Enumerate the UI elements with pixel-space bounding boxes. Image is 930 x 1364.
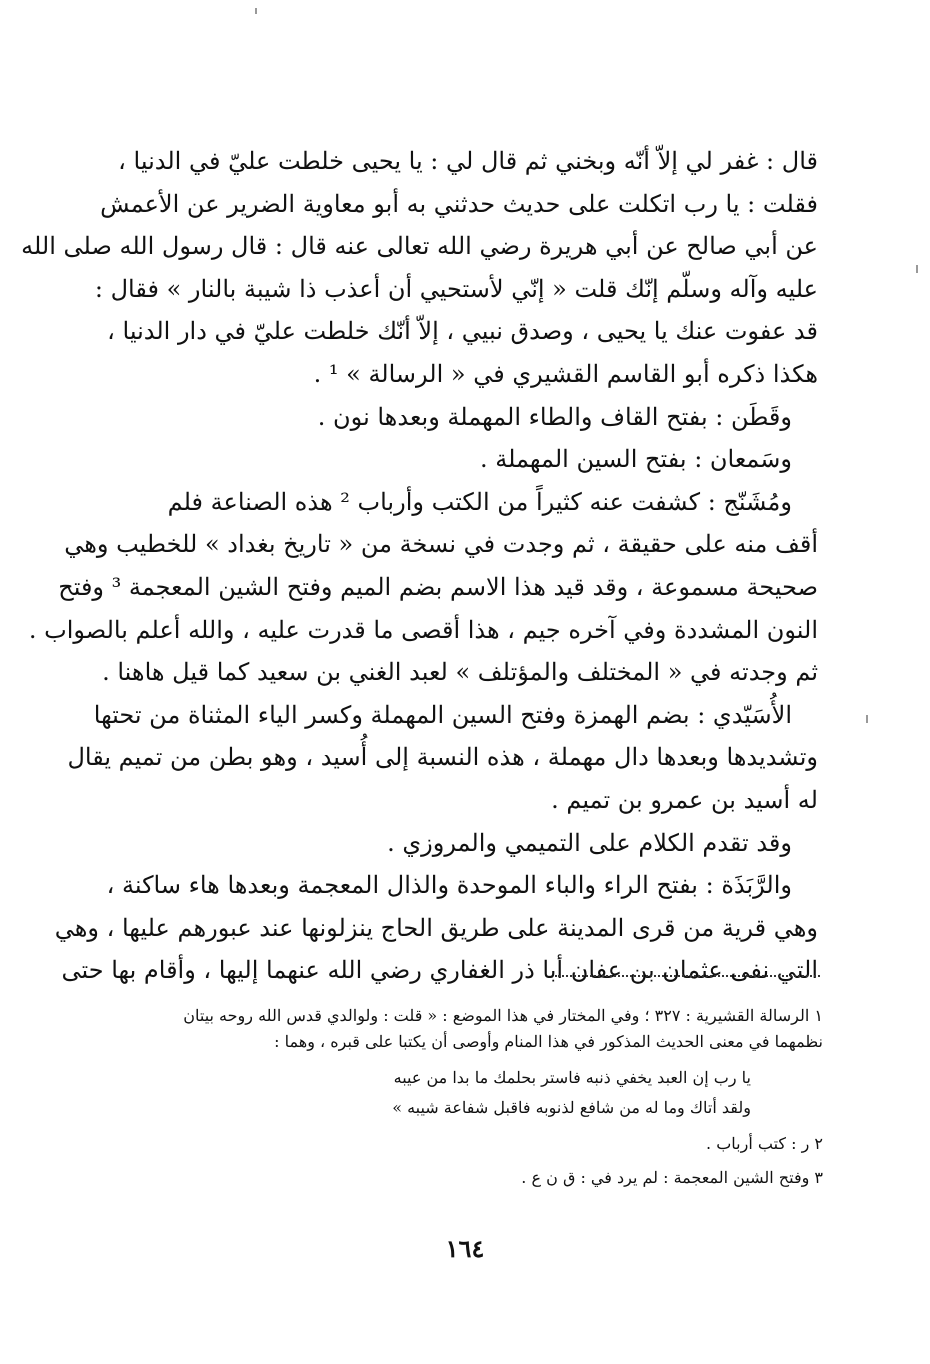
text-line: الأُسَيّدي : بضم الهمزة وفتح السين المهملة وكسر الياء المثناة من تحتها [93,700,792,729]
text-line: وتشديدها وبعدها دال مهملة ، هذه النسبة إلى أُسيد ، وهو بطن من تميم يقال [67,743,818,772]
text-line: هكذا ذكره أبو القاسم القشيري في « الرسالة » ¹ . [313,359,818,388]
footnote-1-line: ١ الرسالة القشيرية : ٣٢٧ ؛ وفي المختار في هذا الموضع : « قلت : ولوالدي قدس الله روحه بيتان [183,1006,823,1025]
footnote-2: ٢ ر : كتب أرباب . [706,1134,823,1153]
footnote-verse: يا رب إن العبد يخفي ذنبه فاستر بحلمك ما بدا من عيبه [393,1068,751,1087]
text-line: فقلت : يا رب اتكلت على حديث حدثني به أبو معاوية الضرير عن الأعمش [100,189,818,218]
page-number: ١٦٤ [445,1234,485,1263]
text-line: وقَطَن : بفتح القاف والطاء المهملة وبعدها نون . [317,402,792,431]
footnotes [118,1003,823,1191]
text-line: والرَّبَذَة : بفتح الراء والباء الموحدة والذال المعجمة وبعدها هاء ساكنة ، [106,871,792,900]
scan-mark [255,8,257,14]
text-line: التي نفى عثمان بن عفان أبا ذر الغفاري رضي الله عنهما إليها ، وأقام بها حتى [61,956,818,985]
text-line: النون المشددة وفي آخره جيم ، هذا أقصى ما قدرت عليه ، والله أعلم بالصواب . [28,615,818,644]
scan-mark [866,715,868,723]
text-line: عليه وآله وسلّم إنّك قلت « إنّي لأستحيي أن أعذب ذا شيبة بالنار » فقال : [94,274,818,303]
text-line: ثم وجدته في « المختلف والمؤتلف » لعبد الغني بن سعيد كما قيل هاهنا . [102,658,818,687]
text-line: وسَمعان : بفتح السين المهملة . [479,445,792,474]
main-text [21,140,818,992]
text-line: وقد تقدم الكلام على التميمي والمروزي . [387,828,792,857]
text-line: عن أبي صالح عن أبي هريرة رضي الله تعالى عنه قال : قال رسول الله صلى الله [21,232,818,261]
footnote-verse: ولقد أتاك وما له من شافع لذنوبه فاقبل شفاعة شيبه » [392,1098,751,1117]
text-line: قال : غفر لي إلاّ أنّه وبخني ثم قال لي : يا يحيى خلطت عليّ في الدنيا ، [118,147,818,175]
footnote-3: ٣ وفتح الشين المعجمة : لم يرد في : ق ن ع . [521,1168,823,1187]
text-line: وهي قرية من قرى المدينة على طريق الحاج ينزلونها عند عبورهم عليها ، وهي [54,913,818,942]
text-line: له أسيد بن عمرو بن تميم . [551,785,818,814]
footnote-1-line: نظمهما في معنى الحديث المذكور في هذا المنام وأوصى أن يكتبا على قبره ، وهما : [274,1032,823,1051]
scan-mark [916,265,918,273]
text-line: صحيحة مسموعة ، وقد قيد هذا الاسم بضم الميم وفتح الشين المعجمة ³ وفتح [58,572,818,601]
footnote-separator [555,975,820,977]
text-line: قد عفوت عنك يا يحيى ، وصدق نبيي ، إلاّ أنّك خلطت عليّ في دار الدنيا ، [107,317,818,346]
text-line: ومُشَنّج : كشفت عنه كثيراً من الكتب وأرباب ² هذه الصناعة فلم [167,487,792,516]
text-line: أقف منه على حقيقة ، ثم وجدت في نسخة من « تاريخ بغداد » للخطيب وهي [64,530,818,559]
